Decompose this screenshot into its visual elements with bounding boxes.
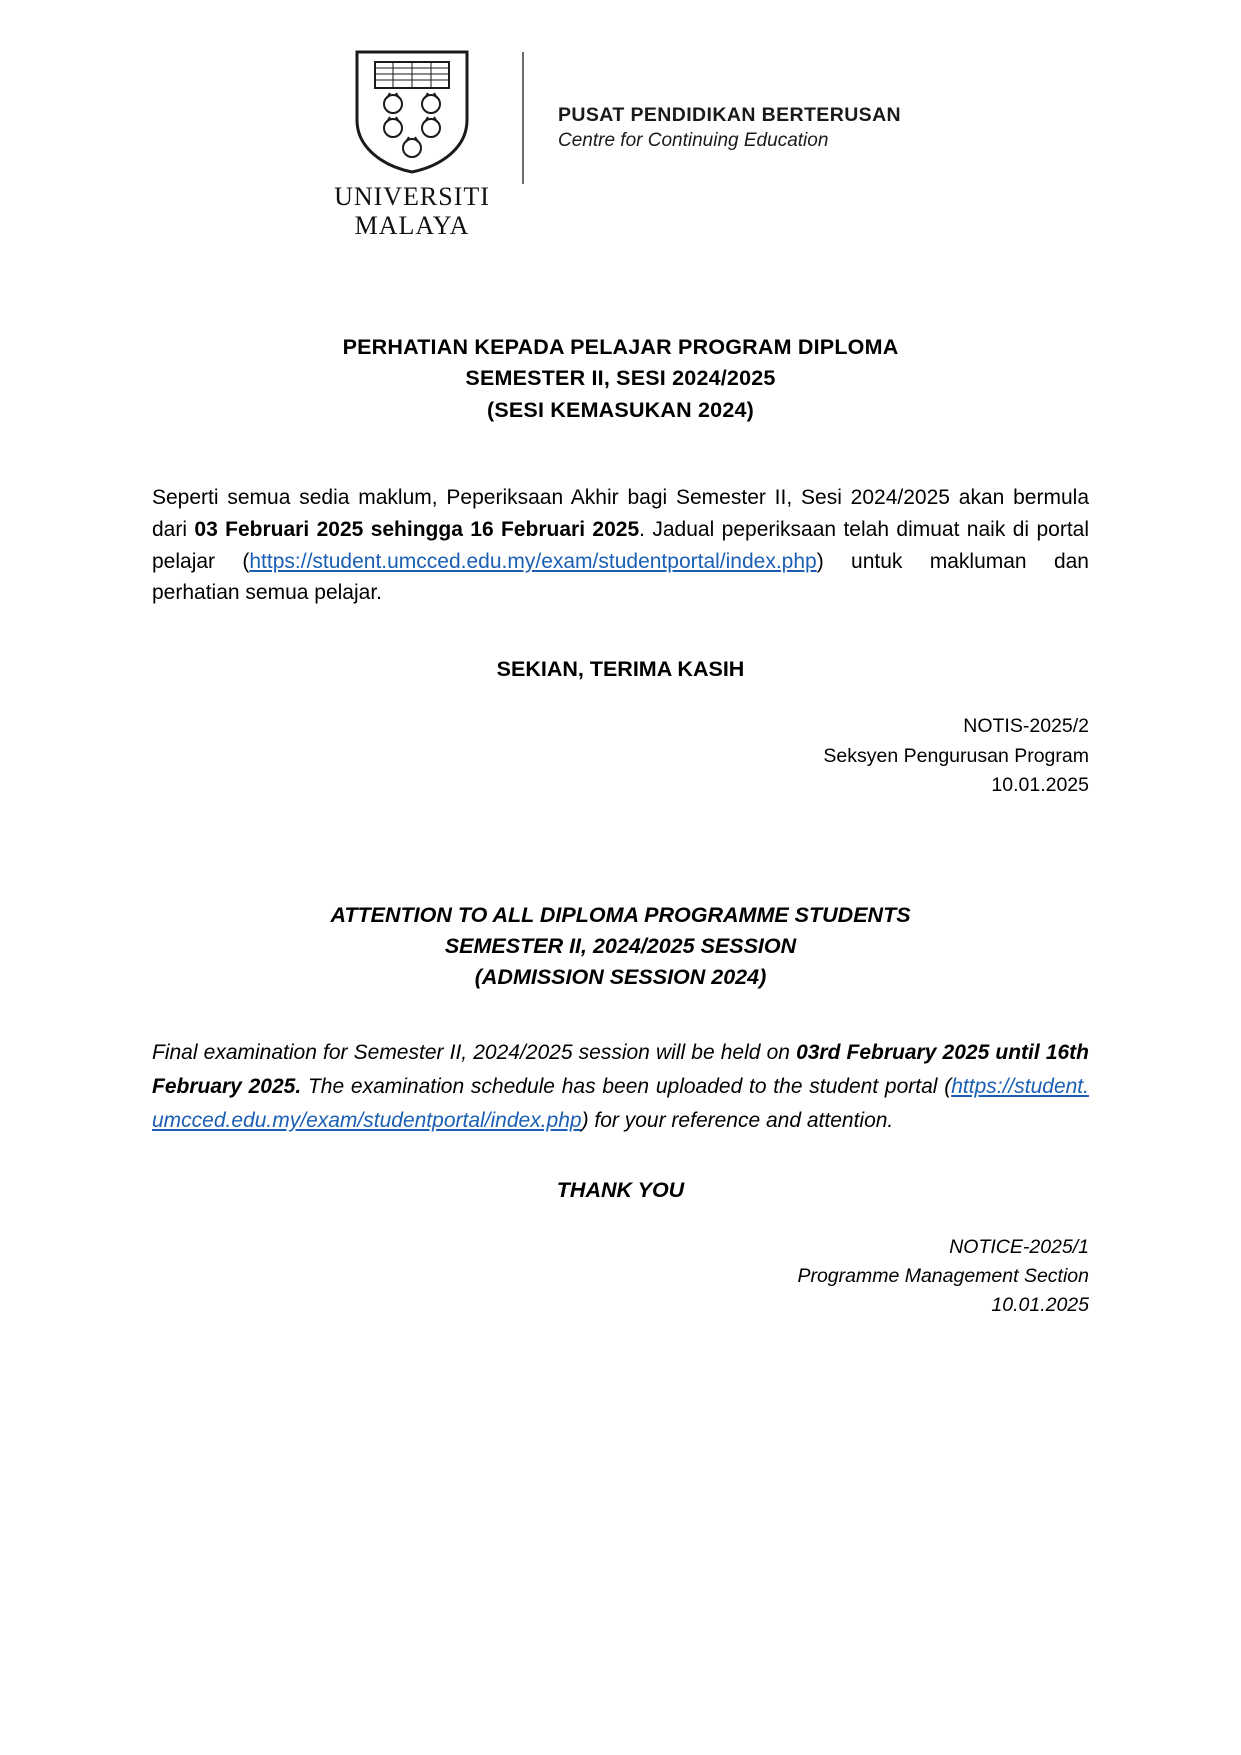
notice-malay-section bbox=[152, 332, 1089, 800]
university-crest-icon bbox=[349, 48, 475, 176]
notice-english-body-part2: The examination schedule has been uploaded to the student portal ( bbox=[301, 1074, 952, 1098]
notice-malay-closing: SEKIAN, TERIMA KASIH bbox=[496, 657, 745, 682]
notice-malay-date: 10.01.2025 bbox=[991, 773, 1089, 796]
notice-english-section bbox=[152, 900, 1089, 1320]
notice-english-title-line1: ATTENTION TO ALL DIPLOMA PROGRAMME STUDENTS bbox=[330, 903, 911, 928]
notice-english-ref-no: NOTICE-2025/1 bbox=[949, 1235, 1089, 1258]
notice-english-closing: THANK YOU bbox=[556, 1177, 685, 1202]
notice-english-title bbox=[152, 900, 1089, 994]
notice-english-exam-dates: 03rd February 2025 until 16th February 2025. bbox=[152, 1040, 1089, 1098]
notice-english-date: 10.01.2025 bbox=[991, 1294, 1089, 1317]
notice-english-title-line2: SEMESTER II, 2024/2025 SESSION bbox=[444, 934, 797, 959]
notice-malay-title-line2: SEMESTER II, SESI 2024/2025 bbox=[465, 366, 776, 391]
notice-malay-signoff bbox=[152, 712, 1089, 800]
notice-malay-ref-no: NOTIS-2025/2 bbox=[963, 715, 1089, 738]
notice-malay-body-part1: Seperti semua sedia maklum, Peperiksaan Akhir bagi Semester II, Sesi 2024/2025 akan bermula dari bbox=[152, 485, 1089, 541]
notice-malay-body-part3: ) untuk makluman dan perhatian semua pelajar. bbox=[152, 549, 1089, 605]
notice-malay-body bbox=[152, 482, 1089, 610]
notice-english-body-part3: ) for your reference and attention. bbox=[581, 1108, 894, 1132]
university-name-line1: UNIVERSITI bbox=[334, 182, 490, 211]
faded-header-remnant bbox=[420, 196, 820, 256]
notice-malay-title bbox=[152, 332, 1089, 426]
notice-english-body bbox=[152, 1036, 1089, 1138]
student-portal-link-en[interactable]: https://student.umcced.edu.my/exam/studentportal/index.php bbox=[152, 1074, 1089, 1132]
notice-english-department: Programme Management Section bbox=[797, 1264, 1089, 1287]
header-divider bbox=[522, 52, 524, 184]
notice-malay-department: Seksyen Pengurusan Program bbox=[823, 744, 1089, 767]
organisation-name-en: Centre for Continuing Education bbox=[558, 130, 829, 151]
notice-english-title-line3: (ADMISSION SESSION 2024) bbox=[474, 965, 767, 990]
notice-english-signoff bbox=[152, 1233, 1089, 1321]
notice-malay-title-line1: PERHATIAN KEPADA PELAJAR PROGRAM DIPLOMA bbox=[342, 335, 899, 360]
organisation-block bbox=[558, 48, 901, 152]
notice-english-body-part1: Final examination for Semester II, 2024/2025 session will be held on bbox=[152, 1040, 797, 1064]
notice-malay-title-line3: (SESI KEMASUKAN 2024) bbox=[486, 397, 755, 422]
organisation-name-ms: PUSAT PENDIDIKAN BERTERUSAN bbox=[558, 104, 902, 126]
university-name-line2: MALAYA bbox=[354, 211, 470, 241]
notice-malay-body-part2: . Jadual peperiksaan telah dimuat naik di portal pelajar ( bbox=[152, 517, 1089, 573]
student-portal-link-ms[interactable]: https://student.umcced.edu.my/exam/studentportal/index.php bbox=[249, 549, 817, 573]
notice-malay-exam-dates: 03 Februari 2025 sehingga 16 Februari 2025 bbox=[194, 517, 640, 541]
